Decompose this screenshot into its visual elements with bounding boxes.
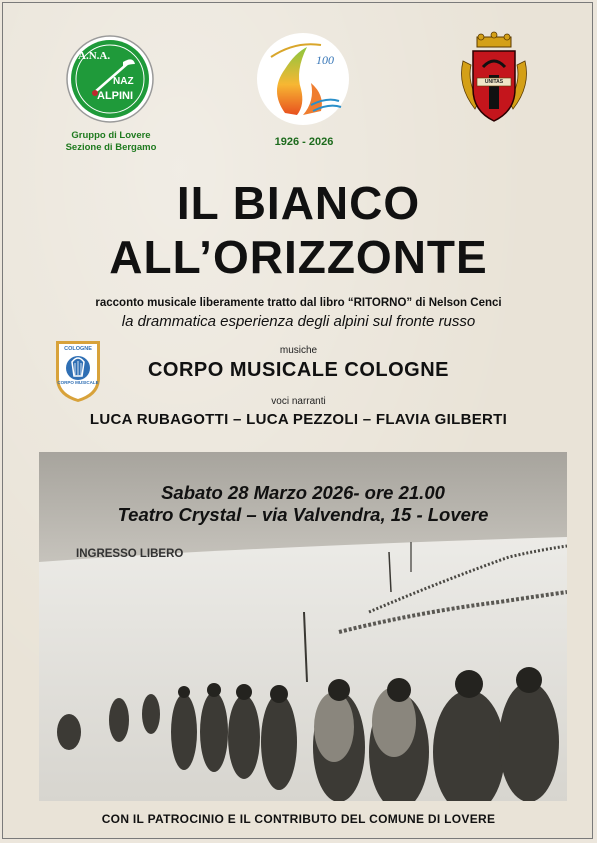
page-title bbox=[3, 176, 594, 284]
ana-caption-line2: Sezione di Bergamo bbox=[65, 142, 157, 153]
subtitle-line2: la drammatica esperienza degli alpini sul fronte russo bbox=[121, 313, 476, 330]
ana-caption-line1: Gruppo di Lovere bbox=[71, 130, 151, 141]
subtitle-line1: racconto musicale liberamente tratto dal libro “RITORNO” di Nelson Cenci bbox=[95, 297, 502, 309]
narrators-label: voci narranti bbox=[271, 396, 326, 407]
band-name: CORPO MUSICALE COLOGNE bbox=[147, 359, 449, 381]
footer-text: CON IL PATROCINIO E IL CONTRIBUTO DEL COMUNE DI LOVERE bbox=[101, 812, 496, 826]
ana-logo bbox=[65, 34, 155, 124]
title-line1: IL BIANCO bbox=[176, 177, 421, 229]
ana-caption bbox=[51, 130, 171, 154]
admission-text: INGRESSO LIBERO bbox=[76, 548, 184, 560]
band-badge-bottom: CORPO MUSICALE bbox=[57, 380, 99, 385]
narrators-names: LUCA RUBAGOTTI – LUCA PEZZOLI – FLAVIA GILBERTI bbox=[89, 411, 508, 428]
centenary-years: 1926 - 2026 bbox=[274, 136, 334, 148]
event-venue: Teatro Crystal – via Valvendra, 15 - Lovere bbox=[117, 504, 489, 525]
ana-logo-text-1: A.N.A. bbox=[78, 50, 111, 62]
ana-logo-text-2: NAZ bbox=[113, 76, 134, 87]
event-photo bbox=[39, 452, 567, 801]
music-label: musiche bbox=[279, 345, 318, 356]
centenary-logo bbox=[255, 31, 351, 127]
crest-motto: UNITAS bbox=[484, 79, 504, 85]
band-badge-top: COLOGNE bbox=[64, 346, 92, 352]
ana-logo-text-3: ALPINI bbox=[97, 90, 134, 102]
poster bbox=[2, 2, 593, 839]
centenary-number: 100 bbox=[316, 53, 334, 67]
title-line2: ALL’ORIZZONTE bbox=[109, 231, 488, 283]
event-date: Sabato 28 Marzo 2026- ore 21.00 bbox=[161, 482, 445, 503]
